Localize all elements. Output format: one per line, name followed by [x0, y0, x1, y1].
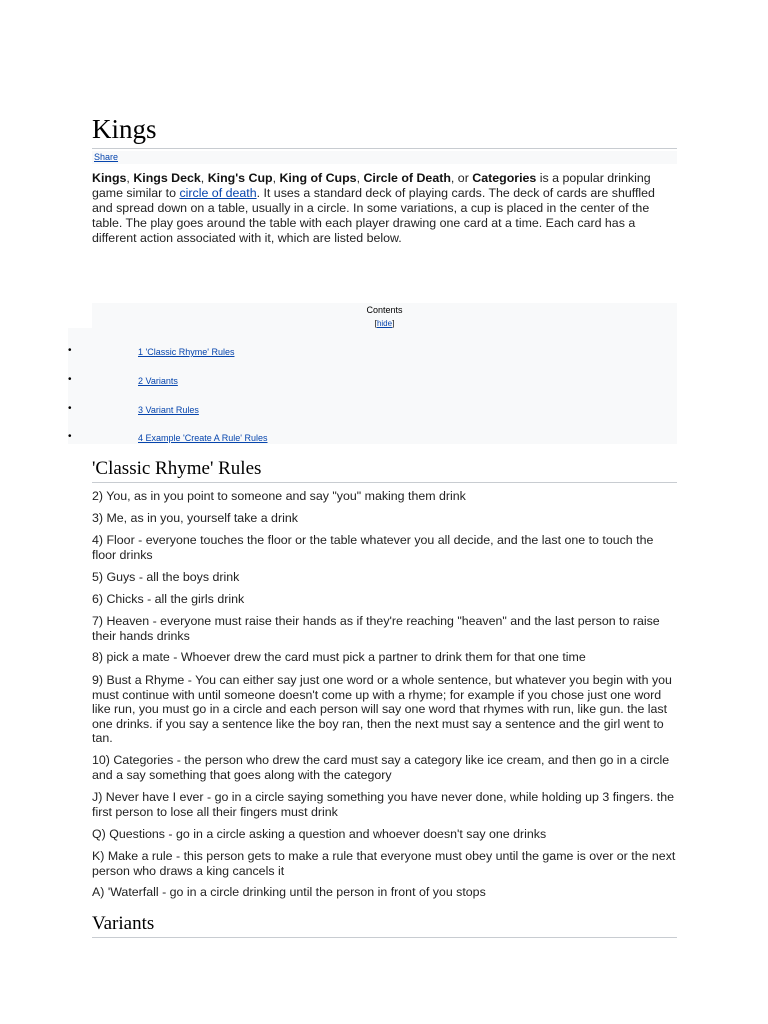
rule-item: K) Make a rule - this person gets to make a rule that everyone must obey until the game is over or the next person who draws a king cancels it [92, 849, 676, 878]
rule-item: 7) Heaven - everyone must raise their hands as if they're reaching "heaven" and the last person to raise their hands drinks [92, 614, 660, 643]
toc-item [68, 403, 677, 417]
rule-item: 9) Bust a Rhyme - You can either say just one word or a whole sentence, but whatever you begin with you must continue with until someone doesn't come up with a rhyme; for example if you chose just one word like run, you must go in a circle and each person will say one word that rhymes with run, like gun. the last one drinks. if you say a sentence like the boy ran, then the next must say a sentence and the girl went to tan. [92, 673, 672, 745]
toc-hide-bracket: [ [374, 319, 377, 328]
intro-name: Circle of Death [363, 171, 451, 185]
intro-separator: , [126, 171, 134, 185]
rule-item: 2) You, as in you point to someone and say "you" making them drink [92, 489, 466, 503]
rule-item: 4) Floor - everyone touches the floor or the table whatever you all decide, and the last one to touch the floor drinks [92, 533, 654, 562]
toc-hide-toggle [92, 319, 677, 328]
rule-item: 10) Categories - the person who drew the card must say a category like ice cream, and then go in a circle and a say something that goes along with the category [92, 753, 670, 782]
toc-link-variant-rules[interactable]: 3 Variant Rules [138, 405, 199, 415]
toc-item [68, 431, 677, 445]
page-title: Kings [92, 112, 677, 149]
rule-item: 5) Guys - all the boys drink [92, 570, 240, 584]
toc-hide-link[interactable]: hide [376, 319, 393, 328]
intro-separator: , [356, 171, 364, 185]
toc-bullet: • [68, 431, 72, 442]
toc-list [68, 328, 677, 444]
toc-bullet: • [68, 374, 72, 385]
share-link[interactable]: Share [94, 152, 119, 162]
toc-link-create-a-rule[interactable]: 4 Example 'Create A Rule' Rules [138, 433, 268, 443]
section-heading-classic-rhyme-rules: 'Classic Rhyme' Rules [92, 457, 677, 483]
toc-item [68, 374, 677, 388]
intro-separator: , or [450, 171, 473, 185]
toc-hide-bracket: ] [392, 319, 395, 328]
rule-item: J) Never have I ever - go in a circle saying something you have never done, while holding up 3 fingers. the first person to lose all their fingers must drink [92, 790, 674, 819]
toc-bullet: • [68, 345, 72, 356]
intro-separator: , [200, 171, 208, 185]
rule-item: 3) Me, as in you, yourself take a drink [92, 511, 298, 525]
toc-link-classic-rhyme-rules[interactable]: 1 'Classic Rhyme' Rules [138, 347, 235, 357]
toc-header [92, 303, 677, 329]
share-bar [92, 151, 677, 164]
circle-of-death-link[interactable]: circle of death [179, 186, 257, 200]
intro-paragraph [92, 171, 677, 246]
rule-item: 8) pick a mate - Whoever drew the card must pick a partner to drink them for that one time [92, 650, 586, 664]
rule-item: Q) Questions - go in a circle asking a question and whoever doesn't say one drinks [92, 827, 547, 841]
toc-bullet: • [68, 403, 72, 414]
intro-separator: , [272, 171, 280, 185]
intro-name: Categories [472, 171, 537, 185]
rule-item: A) 'Waterfall - go in a circle drinking until the person in front of you stops [92, 885, 486, 899]
intro-name: King of Cups [279, 171, 357, 185]
intro-name: Kings [92, 171, 127, 185]
intro-name: King's Cup [207, 171, 273, 185]
toc-title: Contents [366, 305, 403, 315]
toc-item [68, 345, 677, 359]
intro-text: is a popular drinking game similar to [92, 171, 651, 200]
section-heading-variants: Variants [92, 912, 677, 938]
intro-name: Kings Deck [133, 171, 201, 185]
intro-text: . It uses a standard deck of playing cards. The deck of cards are shuffled and spread down on a table, usually in a circle. In some variations, a cup is placed in the center of the table. The play goes around the table with each player drawing one card at a time. Each card has a different action associated with it, which are listed below. [92, 186, 655, 245]
toc-link-variants[interactable]: 2 Variants [138, 376, 178, 386]
rule-item: 6) Chicks - all the girls drink [92, 592, 245, 606]
